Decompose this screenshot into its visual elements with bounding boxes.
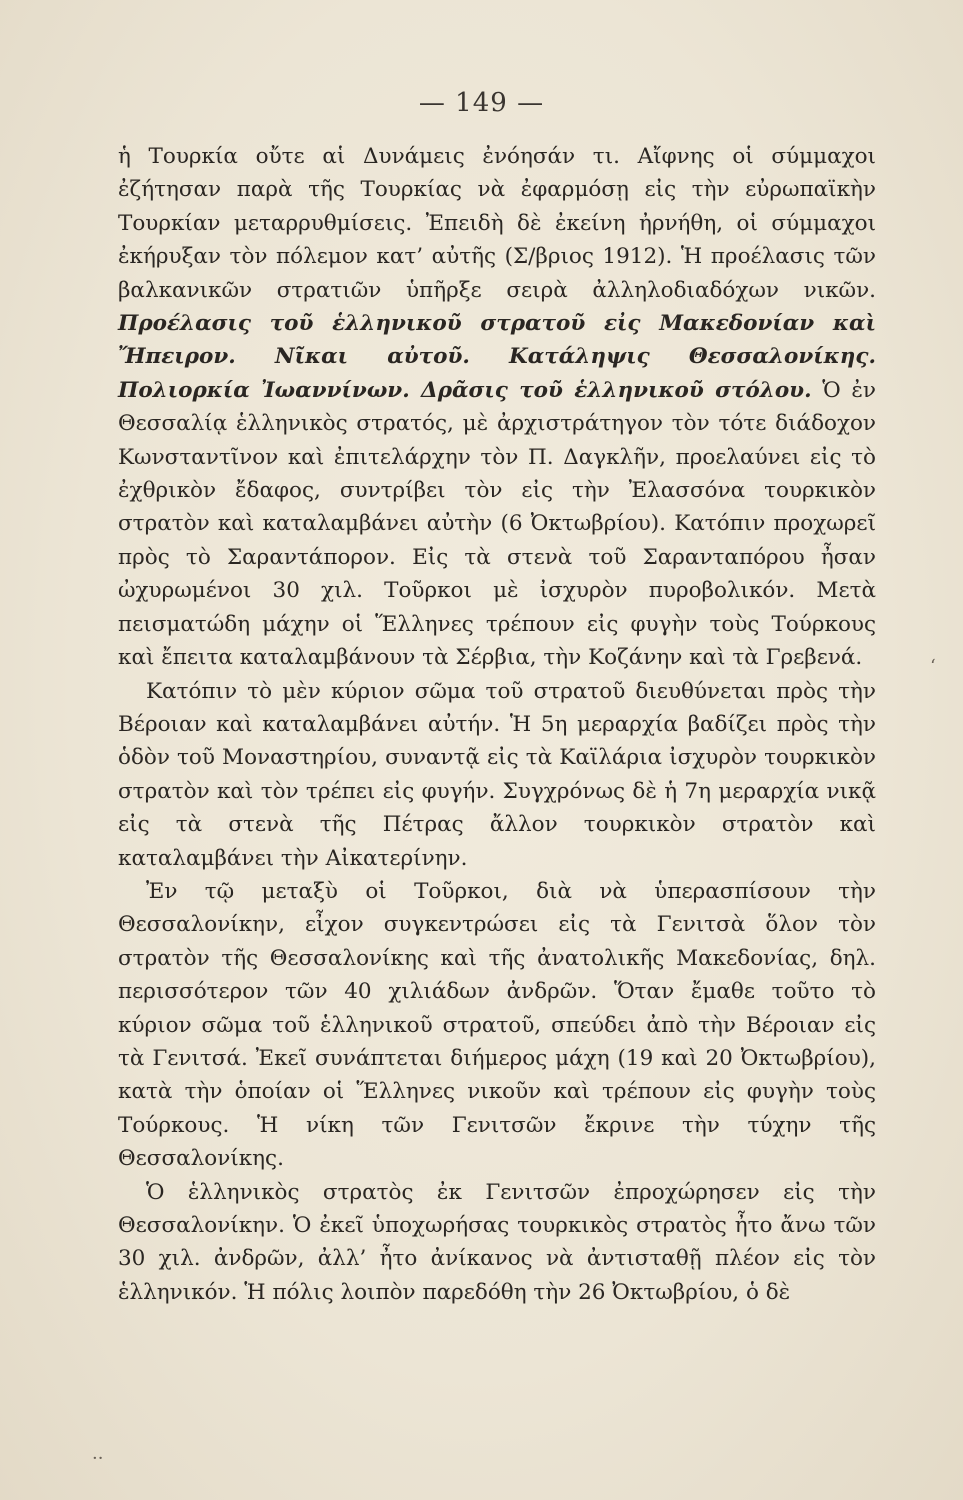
paragraph-lead: ἡ Τουρκία οὔτε αἱ Δυνάμεις ἐνόησάν τι. Αἴφνης οἱ σύμμαχοι ἐζήτησαν παρὰ τῆς Τουρκίας νὰ ἐφαρμόσῃ εἰς τὴν εὐρωπαϊκὴν Τουρκίαν μεταρρυθμίσεις. Ἐπειδὴ δὲ ἐκείνη ἠρνήθη, οἱ σύμμαχοι ἐκήρυξαν τὸν πόλεμον κατ’ αὐτῆς (Σ/βριος 1912). Ἡ προέλασις τῶν βαλκανικῶν στρατιῶν ὑπῆρξε σειρὰ ἀλληλοδιαδόχων νικῶν. [118,144,876,303]
paragraph-text: Ὁ ἐν Θεσσαλίᾳ ἑλληνικὸς στρατός, μὲ ἀρχιστράτηγον τὸν τότε διάδοχον Κωνσταντῖνον καὶ ἐπιτελάρχην τὸν Π. Δαγκλῆν, προελαύνει εἰς τὸ ἐχθρικὸν ἔδαφος, συντρίβει τὸν εἰς τὴν Ἐλασσόνα τουρκικὸν στρατὸν καὶ καταλαμβάνει αὐτὴν (6 Ὀκτωβρίου). Κατόπιν προχωρεῖ πρὸς τὸ Σαραντάπορον. Εἰς τὰ στενὰ τοῦ Σαρανταπόρου ἦσαν ὠχυρωμένοι 30 χιλ. Τοῦρκοι μὲ ἰσχυρὸν πυροβολικόν. Μετὰ πεισματώδη μάχην οἱ Ἕλληνες τρέπουν εἰς φυγὴν τοὺς Τούρκους καὶ ἔπειτα καταλαμβάνουν τὰ Σέρβια, τὴν Κοζάνην καὶ τὰ Γρεβενά. [118,377,876,671]
section-heading: Προέλασις τοῦ ἑλληνικοῦ στρατοῦ εἰς Μακεδονίαν καὶ Ἤπειρον. Νῖκαι αὐτοῦ. Κατάληψις Θεσσαλονίκης. Πολιορκία Ἰωαννίνων. Δρᾶσις τοῦ ἑλληνικοῦ στόλου. [118,311,876,403]
paragraph-4: Ὁ ἑλληνικὸς στρατὸς ἐκ Γενιτσῶν ἐπροχώρησεν εἰς τὴν Θεσσαλονίκην. Ὁ ἐκεῖ ὑποχωρήσας τουρκικὸς στρατὸς ἦτο ἄνω τῶν 30 χιλ. ἀνδρῶν, ἀλλ’ ἦτο ἀνίκανος νὰ ἀντισταθῇ πλέον εἰς τὸν ἑλληνικόν. Ἡ πόλις λοιπὸν παρεδόθη τὴν 26 Ὀκτωβρίου, ὁ δὲ [118,1179,876,1305]
paragraph-2: Κατόπιν τὸ μὲν κύριον σῶμα τοῦ στρατοῦ διευθύνεται πρὸς τὴν Βέροιαν καὶ καταλαμβάνει αὐτήν. Ἡ 5η μεραρχία βαδίζει πρὸς τὴν ὁδὸν τοῦ Μοναστηρίου, συναντᾷ εἰς τὰ Καϊλάρια ἰσχυρὸν τουρκικὸν στρατὸν καὶ τὸν τρέπει εἰς φυγήν. Συγχρόνως δὲ ἡ 7η μεραρχία νικᾷ εἰς τὰ στενὰ τῆς Πέτρας ἄλλον τουρκικὸν στρατὸν καὶ καταλαμβάνει τὴν Αἰκατερίνην. [118,678,876,871]
paragraph-3: Ἐν τῷ μεταξὺ οἱ Τοῦρκοι, διὰ νὰ ὑπερασπίσουν τὴν Θεσσαλονίκην, εἶχον συγκεντρώσει εἰς τὰ Γενιτσὰ ὅλον τὸν στρατὸν τῆς Θεσσαλονίκης καὶ τῆς ἀνατολικῆς Μακεδονίας, δηλ. περισσότερον τῶν 40 χιλιάδων ἀνδρῶν. Ὅταν ἔμαθε τοῦτο τὸ κύριον σῶμα τοῦ ἑλληνικοῦ στρατοῦ, σπεύδει ἀπὸ τὴν Βέροιαν εἰς τὰ Γενιτσά. Ἐκεῖ συνάπτεται διήμερος μάχη (19 καὶ 20 Ὀκτωβρίου), κατὰ τὴν ὁποίαν οἱ Ἕλληνες νικοῦν καὶ τρέπουν εἰς φυγὴν τοὺς Τούρκους. Ἡ νίκη τῶν Γενιτσῶν ἔκρινε τὴν τύχην τῆς Θεσσαλονίκης. [118,878,876,1172]
margin-mark: ʻ [930,656,936,677]
body-text [118,140,876,1309]
page-number: — 149 — [418,88,545,118]
margin-mark: ·· [92,1448,104,1469]
paragraph-1 [118,140,876,675]
